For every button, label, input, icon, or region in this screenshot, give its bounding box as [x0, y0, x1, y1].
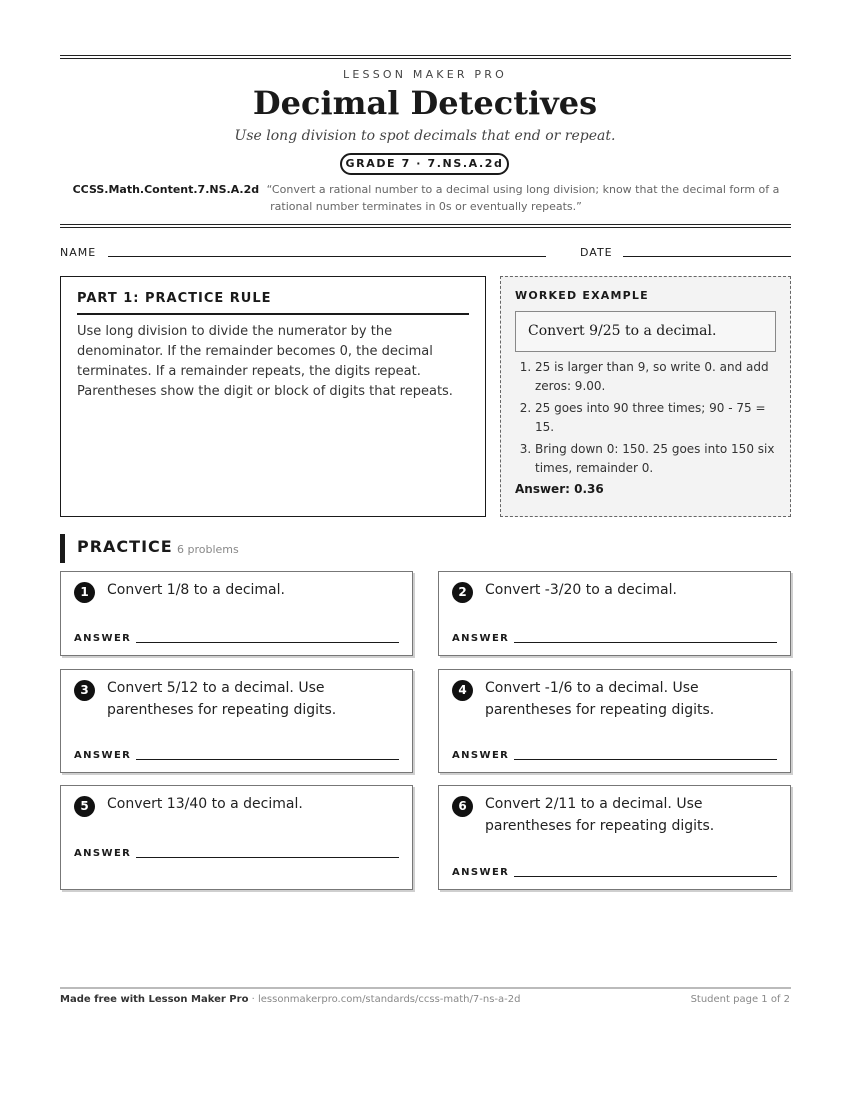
answer-label: ANSWER — [452, 750, 510, 761]
date-field[interactable] — [623, 256, 791, 257]
footer-url: · lessonmakerpro.com/standards/ccss-math/7-ns-a-2d — [248, 994, 521, 1005]
header-bottom-rule-inner — [60, 227, 791, 228]
footer-made-with: Made free with Lesson Maker Pro — [60, 994, 249, 1005]
problem-question: Convert 2/11 to a decimal. Use parentheses for repeating digits. — [485, 796, 715, 834]
name-label: NAME — [60, 246, 97, 259]
practice-rule-text: Use long division to divide the numerator by the denominator. If the remainder becomes 0, the decimal terminates. If a remainder repeats, the digits repeat. Parentheses show the digit or block of digits that repeats. — [77, 324, 453, 399]
problem-card-3 — [60, 669, 413, 773]
standard-code: CCSS.Math.Content.7.NS.A.2d — [72, 183, 260, 196]
worked-example-step: 1. 25 is larger than 9, so write 0. and add zeros: 9.00. — [535, 358, 776, 396]
footer-rule — [60, 987, 791, 989]
worked-example-step: 3. Bring down 0: 150. 25 goes into 150 six times, remainder 0. — [535, 440, 776, 478]
answer-field[interactable] — [136, 642, 399, 643]
answer-label: ANSWER — [452, 867, 510, 878]
standard-description — [62, 181, 790, 215]
answer-field[interactable] — [514, 642, 777, 643]
grade-badge: GRADE 7 · 7.NS.A.2d — [340, 153, 509, 175]
problem-card-6 — [438, 785, 791, 890]
answer-field[interactable] — [136, 759, 399, 760]
problem-question: Convert -3/20 to a decimal. — [485, 582, 677, 598]
brand-name: LESSON MAKER PRO — [343, 68, 507, 81]
worked-example-title: WORKED EXAMPLE — [515, 289, 649, 302]
worked-example-answer: Answer: 0.36 — [515, 482, 604, 496]
header-bottom-rule — [60, 224, 791, 225]
problem-number-badge: 2 — [452, 582, 473, 603]
worked-example-step: 2. 25 goes into 90 three times; 90 - 75 = 15. — [535, 399, 776, 437]
problem-question: Convert 1/8 to a decimal. — [107, 582, 285, 598]
problem-question: Convert 13/40 to a decimal. — [107, 796, 303, 812]
answer-label: ANSWER — [74, 848, 132, 859]
header-top-rule-inner — [60, 58, 791, 59]
problem-card-2 — [438, 571, 791, 656]
answer-field[interactable] — [514, 876, 777, 877]
answer-label: ANSWER — [74, 633, 132, 644]
worksheet-subtitle: Use long division to spot decimals that end or repeat. — [234, 128, 616, 144]
problem-number-badge: 3 — [74, 680, 95, 701]
practice-problem-count: 6 problems — [177, 543, 239, 556]
problem-question: Convert -1/6 to a decimal. Use parentheses for repeating digits. — [485, 680, 715, 718]
problem-card-4 — [438, 669, 791, 773]
worked-example-steps — [515, 358, 776, 478]
date-label: DATE — [580, 246, 613, 259]
answer-label: ANSWER — [452, 633, 510, 644]
practice-rule-panel — [60, 276, 486, 517]
problem-number-badge: 1 — [74, 582, 95, 603]
worked-example-problem: Convert 9/25 to a decimal. — [515, 311, 776, 352]
practice-section-marker — [60, 534, 65, 563]
problem-number-badge: 5 — [74, 796, 95, 817]
problem-card-1 — [60, 571, 413, 656]
answer-field[interactable] — [514, 759, 777, 760]
answer-field[interactable] — [136, 857, 399, 858]
problem-number-badge: 6 — [452, 796, 473, 817]
worksheet-title: Decimal Detectives — [252, 84, 598, 122]
answer-label: ANSWER — [74, 750, 132, 761]
footer-page-number: Student page 1 of 2 — [690, 994, 790, 1005]
practice-rule-title: PART 1: PRACTICE RULE — [77, 291, 469, 315]
problem-question: Convert 5/12 to a decimal. Use parentheses for repeating digits. — [107, 680, 337, 718]
name-field[interactable] — [108, 256, 546, 257]
problem-card-5 — [60, 785, 413, 890]
practice-title: PRACTICE — [77, 537, 173, 556]
worked-example-panel — [500, 276, 791, 517]
header-top-rule — [60, 55, 791, 56]
footer-credit — [60, 994, 520, 1005]
problem-number-badge: 4 — [452, 680, 473, 701]
standard-text: “Convert a rational number to a decimal using long division; know that the decimal form of a rational number terminates in 0s or eventually repeats.” — [266, 183, 780, 213]
